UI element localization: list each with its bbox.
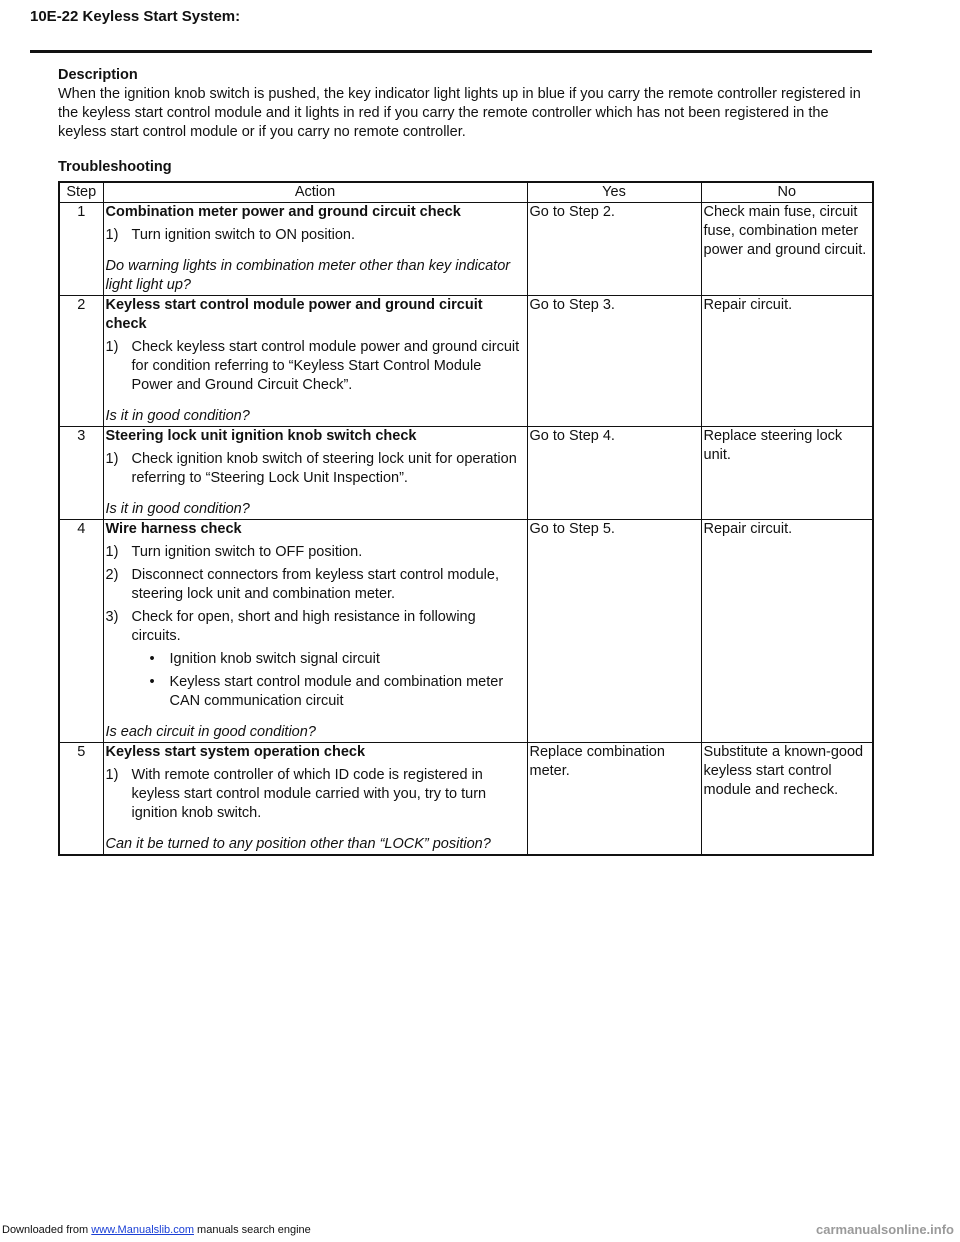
- step-number: 3: [59, 427, 103, 520]
- action-item: [106, 608, 525, 646]
- table-row: [59, 296, 873, 427]
- download-prefix: Downloaded from: [2, 1224, 89, 1236]
- item-text: Turn ignition switch to OFF position.: [131, 544, 363, 560]
- table-header-row: [59, 182, 873, 203]
- bullet-icon: •: [149, 674, 155, 690]
- item-number: 3): [105, 609, 119, 625]
- troubleshooting-heading: Troubleshooting: [58, 159, 172, 175]
- item-number: 1): [105, 767, 119, 783]
- item-number: 2): [105, 567, 119, 583]
- action-cell: [103, 743, 527, 856]
- no-cell: Replace steering lock unit.: [701, 427, 873, 520]
- no-cell: Substitute a known-good keyless start control module and recheck.: [701, 743, 873, 856]
- yes-cell: Go to Step 3.: [527, 296, 701, 427]
- bullet-icon: •: [149, 651, 155, 667]
- description-text: When the ignition knob switch is pushed, the key indicator light lights up in blue if you carry the remote controller registered in the keyless start control module and it lights in red if you carry the remote controller which has not been registered in the keyless start control module or if you carry no remote controller.: [58, 86, 861, 140]
- check-title: Combination meter power and ground circuit check: [105, 204, 461, 220]
- action-cell: [103, 520, 527, 743]
- check-question: Do warning lights in combination meter other than key indicator light light up?: [105, 258, 511, 293]
- table-row: [59, 427, 873, 520]
- item-number: 1): [105, 339, 119, 355]
- item-text: Check ignition knob switch of steering lock unit for operation referring to “Steering Lock Unit Inspection”.: [131, 451, 517, 486]
- download-suffix: manuals search engine: [197, 1224, 311, 1236]
- step-number: 2: [59, 296, 103, 427]
- item-text: Check for open, short and high resistance in following circuits.: [131, 609, 476, 644]
- action-cell: [103, 203, 527, 296]
- column-header-yes: Yes: [527, 182, 701, 203]
- no-cell: Repair circuit.: [701, 520, 873, 743]
- check-title: Keyless start system operation check: [105, 744, 366, 760]
- action-item: [106, 226, 525, 245]
- bullet-text: Keyless start control module and combination meter CAN communication circuit: [169, 674, 504, 709]
- check-title: Steering lock unit ignition knob switch check: [105, 428, 417, 444]
- step-number: 1: [59, 203, 103, 296]
- yes-cell: Go to Step 5.: [527, 520, 701, 743]
- check-title: Keyless start control module power and ground circuit check: [105, 297, 483, 332]
- check-title: Wire harness check: [105, 521, 242, 537]
- page-title: 10E-22 Keyless Start System:: [30, 8, 241, 25]
- action-item: [106, 338, 525, 395]
- action-item: [106, 450, 525, 488]
- manualslib-link[interactable]: www.Manualslib.com: [91, 1224, 194, 1236]
- yes-cell: Go to Step 2.: [527, 203, 701, 296]
- watermark: carmanualsonline.info: [816, 1222, 954, 1237]
- item-number: 1): [105, 451, 119, 467]
- action-cell: [103, 427, 527, 520]
- check-question: Can it be turned to any position other than “LOCK” position?: [105, 836, 491, 852]
- page-footer: [0, 1222, 960, 1242]
- check-question: Is it in good condition?: [105, 501, 250, 517]
- table-row: [59, 520, 873, 743]
- item-text: Turn ignition switch to ON position.: [131, 227, 356, 243]
- bullet-text: Ignition knob switch signal circuit: [169, 651, 380, 667]
- page-header: [30, 4, 872, 53]
- yes-cell: Replace combination meter.: [527, 743, 701, 856]
- action-item: [106, 566, 525, 604]
- action-cell: [103, 296, 527, 427]
- bullet-item: [106, 673, 525, 711]
- bullet-item: [106, 650, 525, 669]
- column-header-no: No: [701, 182, 873, 203]
- no-cell: Repair circuit.: [701, 296, 873, 427]
- column-header-action: Action: [103, 182, 527, 203]
- item-number: 1): [105, 544, 119, 560]
- item-text: Disconnect connectors from keyless start control module, steering lock unit and combination meter.: [131, 567, 499, 602]
- table-row: [59, 743, 873, 856]
- description-heading: Description: [58, 67, 138, 83]
- check-question: Is each circuit in good condition?: [105, 724, 316, 740]
- item-number: 1): [105, 227, 119, 243]
- action-item: [106, 543, 525, 562]
- item-text: With remote controller of which ID code is registered in keyless start control module carried with you, try to turn ignition knob switch.: [131, 767, 487, 821]
- item-text: Check keyless start control module power and ground circuit for condition referring to “Keyless Start Control Module Power and Ground Circuit Check”.: [131, 339, 520, 393]
- action-item: [106, 766, 525, 823]
- yes-cell: Go to Step 4.: [527, 427, 701, 520]
- step-number: 4: [59, 520, 103, 743]
- no-cell: Check main fuse, circuit fuse, combination meter power and ground circuit.: [701, 203, 873, 296]
- column-header-step: Step: [59, 182, 103, 203]
- main-content: [58, 66, 872, 856]
- troubleshooting-table: [58, 181, 874, 856]
- step-number: 5: [59, 743, 103, 856]
- check-question: Is it in good condition?: [105, 408, 250, 424]
- download-notice: [2, 1224, 311, 1236]
- table-row: [59, 203, 873, 296]
